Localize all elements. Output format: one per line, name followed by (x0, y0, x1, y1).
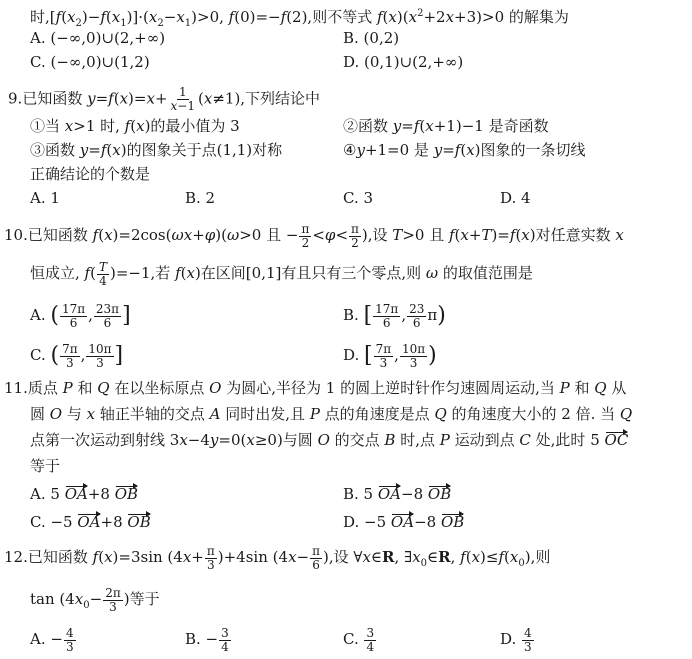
q11-stem-line-4: 等于 (30, 457, 61, 475)
q11-option-d[interactable]: D. −5 OA−8 OB (343, 513, 465, 531)
q8-option-c[interactable]: C. (−∞,0)∪(1,2) (30, 53, 150, 71)
q11-stem-line-3: 点第一次运动到射线 3x−4y=0(x≥0)与圆 O 的交点 B 时,点 P 运动到点 C 处,此时 5 OC (30, 431, 629, 449)
q12-option-b[interactable]: B. − $\frac{3}{4}$ (185, 625, 229, 654)
q9-statement-2: ②函数 y=f(x+1)−1 是奇函数 (343, 117, 549, 135)
q8-option-a[interactable]: A. (−∞,0)∪(2,+∞) (30, 29, 166, 47)
q9-statement-1: ①当 x>1 时, f(x)的最小值为 3 (30, 117, 240, 135)
q10-option-a[interactable]: A. ( $\frac{17\pi}{6}$ , $\frac{23\pi}{6}$ ] (30, 301, 131, 330)
q11-option-a[interactable]: A. 5 OA+8 OB (30, 485, 139, 503)
q12-stem-line-1: 12.已知函数 f(x)=3sin (4x+ $\frac{\pi}{3}$ )+4sin (4x− $\frac{\pi}{6}$ ),设 ∀x∈R, $\exists x_0\in R$, $f(x)\le f(x_0)$,则 (4, 543, 551, 572)
q9-statement-4: ④y+1=0 是 y=f(x)图象的一条切线 (343, 141, 586, 159)
q8-stem-tail: 时$,[f(x_2)-f(x_1)]\cdot(x_2-x_1)>0$, f(0)=−f(2),则不等式 $f(x)(x^2+2x+3)>0$ 的解集为 (30, 8, 569, 29)
q10-stem-line-2: 恒成立, f( $\frac{T}{4}$ )=−1,若 f(x)在区间[0,1]有且只有三个零点,则 ω 的取值范围是 (30, 259, 533, 288)
q12-number: 12. (4, 548, 28, 566)
q9-option-c[interactable]: C. 3 (343, 189, 374, 207)
q10-option-d[interactable]: D. [ $\frac{7\pi}{3}$ , $\frac{10\pi}{3}$ ) (343, 341, 437, 370)
q11-number: 11. (4, 379, 28, 397)
q9-option-b[interactable]: B. 2 (185, 189, 216, 207)
q8-option-d[interactable]: D. (0,1)∪(2,+∞) (343, 53, 464, 71)
q9-prompt: 正确结论的个数是 (30, 165, 151, 183)
q11-option-b[interactable]: B. 5 OA−8 OB (343, 485, 452, 503)
q10-option-c[interactable]: C. ( $\frac{7\pi}{3}$ , $\frac{10\pi}{3}$ ] (30, 341, 124, 370)
q10-stem-line-1: 10.已知函数 f(x)=2cos(ωx+φ)(ω>0 且 − $\frac{\pi}{2}$ <φ< $\frac{\pi}{2}$ ),设 T>0 且 f(x+T)=f(x)对任意实数 x (4, 221, 624, 250)
q12-option-c[interactable]: C. $\frac{3}{4}$ (343, 625, 375, 654)
q9-number: 9. (8, 89, 23, 108)
q10-option-b[interactable]: B. [ $\frac{17\pi}{6}$ , $\frac{23}{6}$ π) (343, 301, 446, 330)
q12-stem-line-2: $\tan (4x_0-$ $\frac{2\pi}{3}$ )等于 (30, 585, 160, 614)
q11-stem-line-1: 11.质点 P 和 Q 在以坐标原点 O 为圆心,半径为 1 的圆上逆时针作匀速圆周运动,当 P 和 Q 从 (4, 379, 627, 397)
q10-number: 10. (4, 226, 28, 244)
q11-stem-line-2: 圆 O 与 x 轴正半轴的交点 A 同时出发,且 P 点的角速度是点 Q 的角速度大小的 2 倍. 当 Q (30, 405, 633, 423)
q9-stem: 9.已知函数 y=f(x)=x+ $\frac{1}{x-1}$ (x≠1),下列结论中 (8, 85, 321, 113)
q12-option-a[interactable]: A. − $\frac{4}{3}$ (30, 625, 74, 654)
q9-statement-3: ③函数 y=f(x)的图象关于点(1,1)对称 (30, 141, 283, 159)
q9-option-a[interactable]: A. 1 (30, 189, 60, 207)
q12-option-d[interactable]: D. $\frac{4}{3}$ (500, 625, 532, 654)
q9-option-d[interactable]: D. 4 (500, 189, 531, 207)
q11-option-c[interactable]: C. −5 OA+8 OB (30, 513, 151, 531)
q8-option-b[interactable]: B. (0,2) (343, 29, 400, 47)
